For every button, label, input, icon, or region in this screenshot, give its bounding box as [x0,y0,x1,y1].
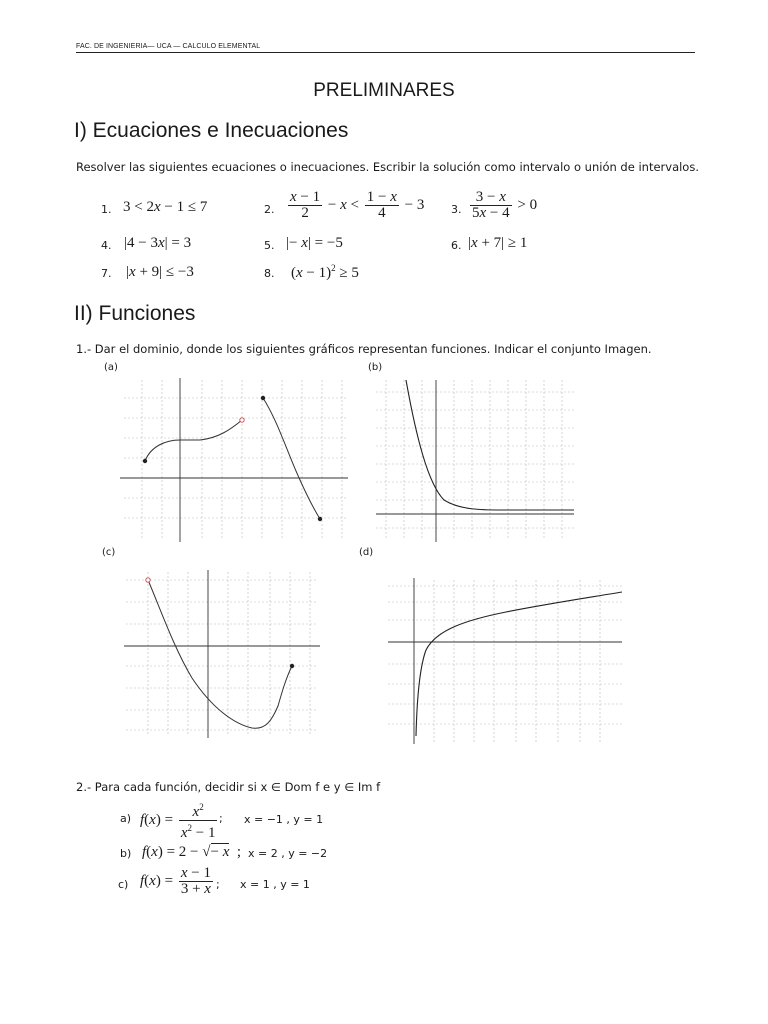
graph-label-b: (b) [368,362,383,373]
item-c-separator: ; [216,878,220,891]
function-b-expression: f(x) = 2 − √− x ; [142,844,242,860]
exercise-7-expression: |x + 9| ≤ −3 [126,264,194,280]
exercise-number: 8. [264,267,275,280]
exercise-4-expression: |4 − 3x| = 3 [124,235,192,251]
exercise-number: 5. [264,239,275,252]
exercise-number: 6. [451,239,462,252]
exercise-6-expression: |x + 7| ≥ 1 [468,235,528,251]
exercise-2-expression: $\frac{x - 1}{2}$ − x < $\frac{1 - x}{4}$ − 3 [290,189,425,221]
exercise-number: 1. [101,203,112,216]
item-c-condition: x = 1 , y = 1 [240,878,310,891]
section1-instruction: Resolver las siguientes ecuaciones o inecuaciones. Escribir la solución como intervalo o unión de intervalos. [76,160,699,174]
graph-label-d: (d) [359,547,374,558]
exercise-number: 2. [264,203,275,216]
item-c-label: c) [118,878,129,891]
page-title: PRELIMINARES [313,80,455,101]
page-header: FAC. DE INGENIERIA— UCA — CALCULO ELEMENTAL [76,43,261,50]
question-2: 2.- Para cada función, decidir si x ∈ Dom f e y ∈ Im f [76,780,381,794]
item-b-label: b) [120,847,132,860]
item-a-separator: ; [219,812,223,825]
header-rule [76,52,695,53]
exercise-number: 7. [101,267,112,280]
function-c-expression: f(x) = $\frac{x - 1}{3 + x}$ [140,865,211,897]
graph-d [386,576,624,744]
exercise-1-expression: 3 < 2x − 1 ≤ 7 [123,199,208,215]
graph-c [122,568,322,740]
item-a-condition: x = −1 , y = 1 [244,813,324,826]
item-a-label: a) [120,812,132,825]
question-1: 1.- Dar el dominio, donde los siguientes gráficos representan funciones. Indicar el conjunto Imagen. [76,342,652,356]
section-heading-equations: I) Ecuaciones e Inecuaciones [74,119,349,142]
exercise-8-expression: $(x - 1)^2 \ge 5$ [291,263,359,281]
graph-label-a: (a) [104,362,118,373]
item-b-condition: x = 2 , y = −2 [248,847,328,860]
exercise-number: 3. [451,203,462,216]
graph-b [372,376,576,544]
function-a-expression: f(x) = $\frac{x^2}{x^2 - 1}$ [140,802,216,841]
graph-label-c: (c) [102,547,116,558]
graph-a [118,376,350,544]
exercise-number: 4. [101,239,112,252]
exercise-5-expression: |− x| = −5 [286,235,343,251]
exercise-3-expression: $\frac{3 - x}{5x - 4}$ > 0 [472,189,538,221]
section-heading-functions: II) Funciones [74,302,196,325]
